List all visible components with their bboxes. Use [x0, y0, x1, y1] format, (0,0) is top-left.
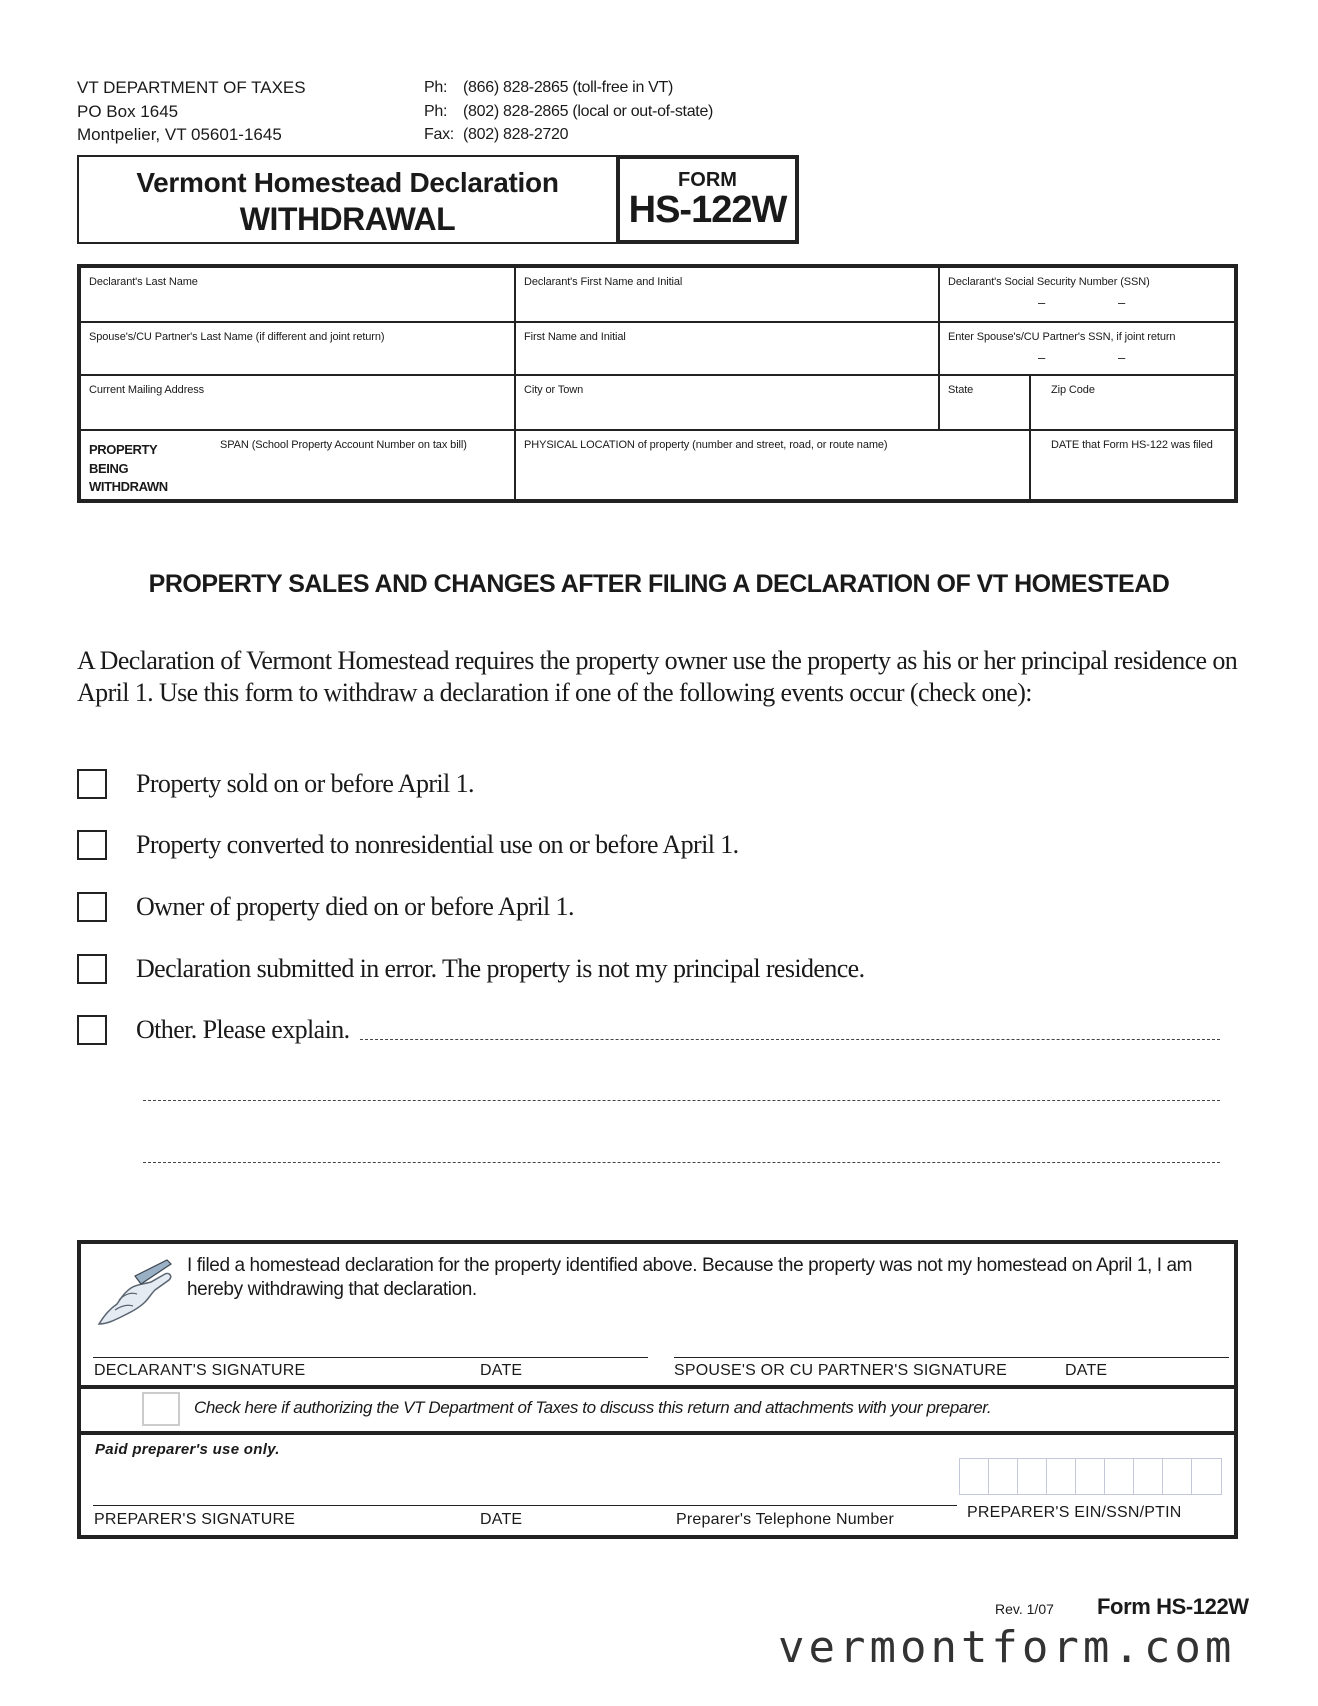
span-label: SPAN (School Property Account Number on tax bill)	[220, 439, 467, 451]
agency-address	[77, 76, 306, 147]
form-title: Vermont Homestead Declaration	[136, 167, 559, 198]
form-number: HS-122W	[628, 189, 787, 231]
contact-row	[424, 123, 713, 147]
divider	[81, 1431, 1234, 1435]
revision-date: Rev. 1/07	[995, 1601, 1054, 1617]
option-label: Declaration submitted in error. The property is not my principal residence.	[136, 954, 865, 983]
first-name-field[interactable]	[516, 268, 940, 323]
spouse-first-name-field[interactable]	[516, 323, 940, 376]
divider	[81, 1385, 1234, 1389]
explain-line[interactable]	[143, 1099, 1220, 1101]
paid-preparer-label: Paid preparer's use only.	[95, 1441, 280, 1458]
first-name-label: Declarant's First Name and Initial	[524, 276, 683, 288]
preparer-signature-label: PREPARER'S SIGNATURE	[94, 1511, 296, 1528]
property-sold-checkbox[interactable]	[77, 769, 107, 799]
preparer-ein-label: PREPARER'S EIN/SSN/PTIN	[967, 1504, 1182, 1521]
form-label: FORM	[678, 169, 737, 191]
option-label: Property converted to nonresidential use on or before April 1.	[136, 830, 739, 859]
signature-section	[77, 1240, 1238, 1539]
zip-label: Zip Code	[1051, 384, 1095, 396]
agency-name: VT DEPARTMENT OF TAXES	[77, 78, 306, 97]
mailing-address-field[interactable]	[81, 376, 516, 431]
contact-value: (866) 828-2865 (toll-free in VT)	[463, 79, 674, 96]
submitted-in-error-checkbox[interactable]	[77, 954, 107, 984]
ssn-field[interactable]	[940, 268, 1234, 323]
agency-city: Montpelier, VT 05601-1645	[77, 125, 282, 144]
spouse-ssn-separators: – –	[1038, 350, 1126, 365]
pen-hand-icon	[95, 1254, 179, 1330]
explain-line[interactable]	[360, 1038, 1220, 1040]
state-field[interactable]	[940, 376, 1031, 431]
preparer-signature-line[interactable]	[93, 1505, 957, 1506]
form-title-box	[77, 155, 618, 244]
intro-paragraph: A Declaration of Vermont Homestead requires the property owner use the property as his or her principal residence on April 1. Use this form to withdraw a declaration if one of the following events occur (check one):	[77, 646, 1238, 707]
zip-field[interactable]	[1031, 376, 1234, 431]
spouse-ssn-label: Enter Spouse's/CU Partner's SSN, if joint return	[948, 331, 1176, 343]
preparer-authorization-checkbox[interactable]	[142, 1392, 180, 1426]
option-label: Owner of property died on or before April 1.	[136, 892, 574, 921]
contact-label: Fax:	[424, 126, 454, 143]
spouse-last-name-field[interactable]	[81, 323, 516, 376]
contact-row	[424, 76, 713, 100]
watermark: vermontform.com	[778, 1622, 1236, 1673]
declarant-info-grid	[77, 264, 1238, 503]
ssn-label: Declarant's Social Security Number (SSN)	[948, 276, 1150, 288]
agency-contacts	[424, 76, 713, 147]
physical-location-field[interactable]	[516, 431, 1031, 499]
form-number-box	[616, 155, 799, 244]
option-label: Property sold on or before April 1.	[136, 769, 474, 798]
owner-died-checkbox[interactable]	[77, 892, 107, 922]
declarant-date-label: DATE	[480, 1362, 523, 1379]
declarant-signature-label: DECLARANT'S SIGNATURE	[94, 1362, 306, 1379]
ssn-separators: – –	[1038, 295, 1126, 310]
contact-label: Ph:	[424, 102, 448, 120]
converted-checkbox[interactable]	[77, 830, 107, 860]
contact-value: (802) 828-2865 (local or out-of-state)	[463, 102, 714, 120]
contact-value: (802) 828-2720	[463, 126, 569, 143]
preparer-authorization-text: Check here if authorizing the VT Department of Taxes to discuss this return and attachments with your preparer.	[194, 1398, 992, 1417]
date-filed-label: DATE that Form HS-122 was filed	[1051, 439, 1213, 451]
section-title: PROPERTY SALES AND CHANGES AFTER FILING A DECLARATION OF VT HOMESTEAD	[148, 570, 1170, 598]
explain-line[interactable]	[143, 1161, 1220, 1163]
contact-label: Ph:	[424, 79, 448, 96]
contact-row	[424, 100, 713, 124]
spouse-signature-label: SPOUSE'S OR CU PARTNER'S SIGNATURE	[674, 1362, 1007, 1379]
date-filed-field[interactable]	[1031, 431, 1234, 499]
signature-statement: I filed a homestead declaration for the property identified above. Because the property was not my homestead on April 1, I am hereby withdrawing that declaration.	[187, 1255, 1193, 1300]
property-withdrawn-label: PROPERTY BEING WITHDRAWN	[89, 442, 168, 494]
spouse-date-label: DATE	[1065, 1362, 1108, 1379]
other-checkbox[interactable]	[77, 1015, 107, 1045]
spouse-ssn-field[interactable]	[940, 323, 1234, 376]
preparer-ein-input[interactable]	[959, 1458, 1222, 1495]
preparer-date-label: DATE	[480, 1511, 523, 1528]
preparer-phone-label: Preparer's Telephone Number	[676, 1511, 895, 1528]
physical-location-label: PHYSICAL LOCATION of property (number and street, road, or route name)	[524, 439, 888, 451]
spouse-signature-line[interactable]	[674, 1357, 1229, 1358]
city-field[interactable]	[516, 376, 940, 431]
form-subtitle: WITHDRAWAL	[239, 201, 456, 237]
last-name-field[interactable]	[81, 268, 516, 323]
spouse-last-name-label: Spouse's/CU Partner's Last Name (if different and joint return)	[89, 331, 385, 343]
declarant-signature-line[interactable]	[93, 1357, 648, 1358]
span-field[interactable]	[81, 431, 516, 499]
option-label: Other. Please explain.	[136, 1015, 350, 1044]
spouse-first-name-label: First Name and Initial	[524, 331, 626, 343]
state-label: State	[948, 384, 974, 396]
last-name-label: Declarant's Last Name	[89, 276, 198, 288]
agency-po-box: PO Box 1645	[77, 101, 179, 121]
form-footer-number: Form HS-122W	[1097, 1594, 1249, 1619]
city-label: City or Town	[524, 384, 584, 396]
mailing-address-label: Current Mailing Address	[89, 384, 205, 396]
